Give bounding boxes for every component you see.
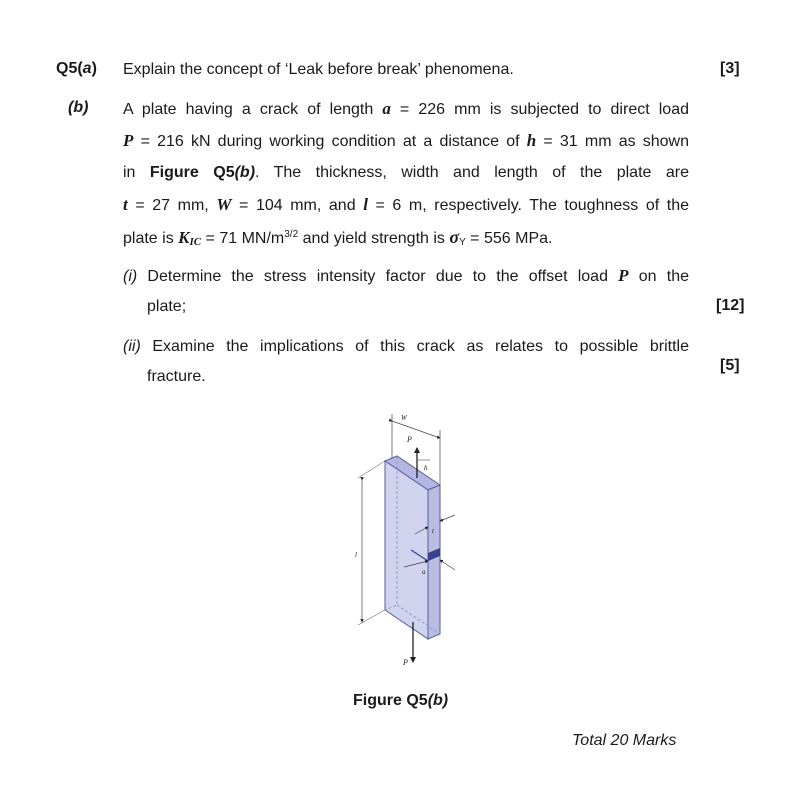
- question-5b-line-5: plate is $K_{IC} = 71$ $MN/m^{3/2}$ and yield strength is $\sigma_Y = 556$ MPa.: [123, 227, 553, 248]
- label-W: W: [401, 414, 407, 422]
- question-5b-i-line-2: plate;: [147, 298, 187, 315]
- question-5b-ii-line-2: fracture.: [147, 368, 206, 385]
- question-5b-line-4: t = 27 mm, W = 104 mm, and l = 6 m, respectively. The toughness of the: [123, 195, 690, 214]
- question-5a-marks: [3]: [720, 60, 740, 77]
- question-5b-label: (b): [68, 99, 89, 116]
- label-a: a: [422, 568, 426, 576]
- label-h: h: [424, 464, 428, 472]
- question-5b-ii-marks: [5]: [720, 357, 740, 374]
- question-5b-line-1: A plate having a crack of length a = 226 mm is subjected to direct load: [123, 99, 690, 118]
- label-t: t: [432, 527, 434, 535]
- question-5b-ii-line-1: (ii) Examine the implications of this crack as relates to possible brittle: [123, 338, 689, 355]
- question-5b-line-3: in Figure Q5(b). The thickness, width and length of the plate are: [123, 164, 689, 181]
- label-P-top: P: [407, 435, 412, 444]
- question-5a-text: Explain the concept of ‘Leak before break’ phenomena.: [123, 61, 514, 78]
- question-5b-line-2: P = 216 kN during working condition at a distance of h = 31 mm as shown: [123, 131, 690, 150]
- plate-side-face: [428, 485, 440, 639]
- label-P-bottom: P: [403, 658, 408, 667]
- question-5a-label: Q5(a): [56, 60, 97, 77]
- question-5b-i-marks: [12]: [716, 297, 745, 314]
- figure-reference: Figure Q5: [149, 164, 235, 181]
- figure-caption: Figure Q5(b): [353, 692, 449, 709]
- question-5b-i-line-1: (i) Determine the stress intensity factor due to the offset load P on the: [123, 266, 689, 285]
- plate-front-face: [385, 461, 428, 639]
- total-marks: Total 20 Marks: [572, 732, 677, 749]
- plate-figure: [330, 405, 480, 680]
- label-l: l: [355, 551, 357, 559]
